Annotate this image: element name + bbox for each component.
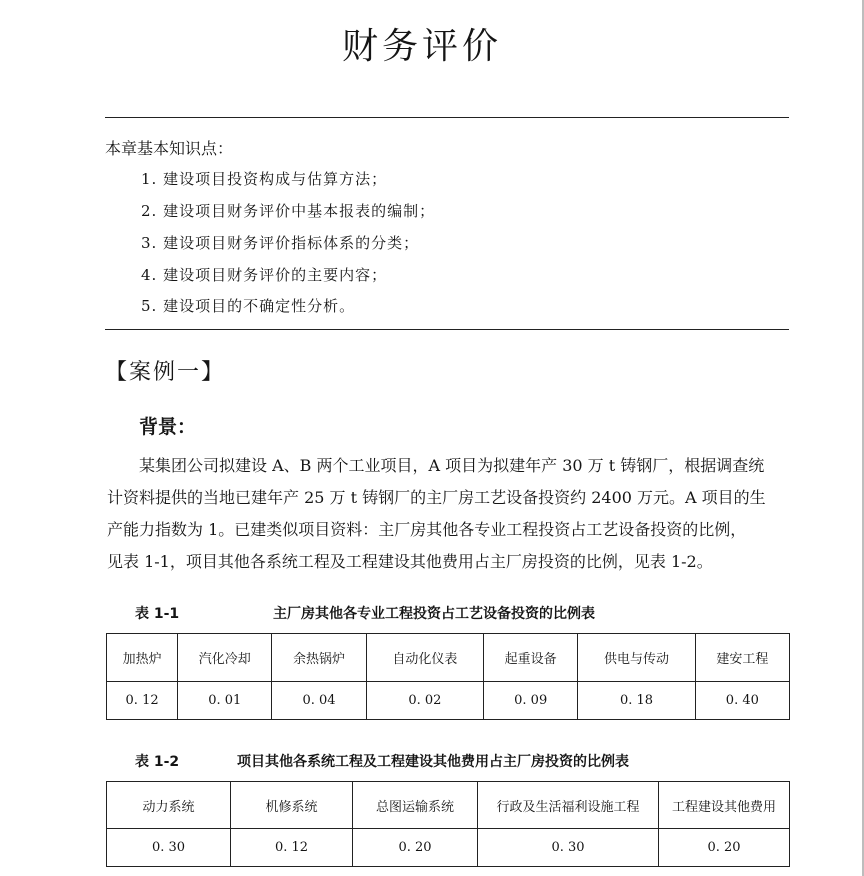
table-row [107, 829, 790, 867]
knowledge-point-item: 1. 建设项目投资构成与估算方法； [141, 170, 388, 188]
knowledge-point-item: 5. 建设项目的不确定性分析。 [141, 297, 356, 315]
table-header-cell: 供电与传动 [578, 634, 695, 682]
table2-caption: 项目其他各系统工程及工程建设其他费用占主厂房投资的比例表 [237, 754, 629, 770]
table-header-row [107, 634, 790, 682]
table1-caption: 主厂房其他各专业工程投资占工艺设备投资的比例表 [273, 606, 595, 622]
table-cell: 0. 18 [578, 682, 695, 720]
table-header-cell: 工程建设其他费用 [659, 782, 790, 829]
bottom-divider [105, 329, 789, 330]
knowledge-point-item: 2. 建设项目财务评价中基本报表的编制； [141, 202, 436, 220]
table-header-cell: 建安工程 [695, 634, 789, 682]
table2 [106, 781, 790, 867]
table-header-cell: 加热炉 [107, 634, 178, 682]
background-label: 背景： [139, 416, 197, 438]
table-cell: 0. 20 [659, 829, 790, 867]
table-cell: 0. 30 [478, 829, 659, 867]
table-cell: 0. 01 [178, 682, 272, 720]
table-row [107, 682, 790, 720]
table-header-cell: 余热锅炉 [272, 634, 366, 682]
table-header-cell: 动力系统 [107, 782, 231, 829]
table-cell: 0. 04 [272, 682, 366, 720]
table-cell: 0. 20 [353, 829, 478, 867]
table-header-cell: 汽化冷却 [178, 634, 272, 682]
table-header-cell: 行政及生活福利设施工程 [478, 782, 659, 829]
table1 [106, 633, 790, 720]
table-cell: 0. 12 [231, 829, 353, 867]
paragraph-line: 产能力指数为 1。已建类似项目资料：主厂房其他各专业工程投资占工艺设备投资的比例， [107, 520, 747, 539]
table-cell: 0. 02 [366, 682, 483, 720]
top-divider [105, 117, 789, 118]
knowledge-point-item: 3. 建设项目财务评价指标体系的分类； [141, 234, 420, 252]
table-cell: 0. 09 [484, 682, 578, 720]
table-cell: 0. 30 [107, 829, 231, 867]
knowledge-points-heading: 本章基本知识点： [105, 139, 234, 158]
table1-label: 表 1-1 [135, 606, 180, 622]
knowledge-point-item: 4. 建设项目财务评价的主要内容； [141, 266, 388, 284]
table-header-cell: 机修系统 [231, 782, 353, 829]
table-header-row [107, 782, 790, 829]
paragraph-line: 某集团公司拟建设 A、B 两个工业项目，A 项目为拟建年产 30 万 t 铸钢厂，根据调查统 [107, 456, 765, 475]
table-header-cell: 自动化仪表 [366, 634, 483, 682]
paragraph-line: 计资料提供的当地已建年产 25 万 t 铸钢厂的主厂房工艺设备投资约 2400 万元。A 项目的生 [107, 488, 766, 507]
table2-label: 表 1-2 [135, 754, 180, 770]
table-header-cell: 总图运输系统 [353, 782, 478, 829]
table-header-cell: 起重设备 [484, 634, 578, 682]
case-title: 【案例一】 [105, 360, 226, 385]
paragraph-line: 见表 1-1，项目其他各系统工程及工程建设其他费用占主厂房投资的比例，见表 1-2。 [107, 552, 713, 571]
chapter-title: 财务评价 [341, 26, 502, 67]
table-cell: 0. 12 [107, 682, 178, 720]
table-cell: 0. 40 [695, 682, 789, 720]
